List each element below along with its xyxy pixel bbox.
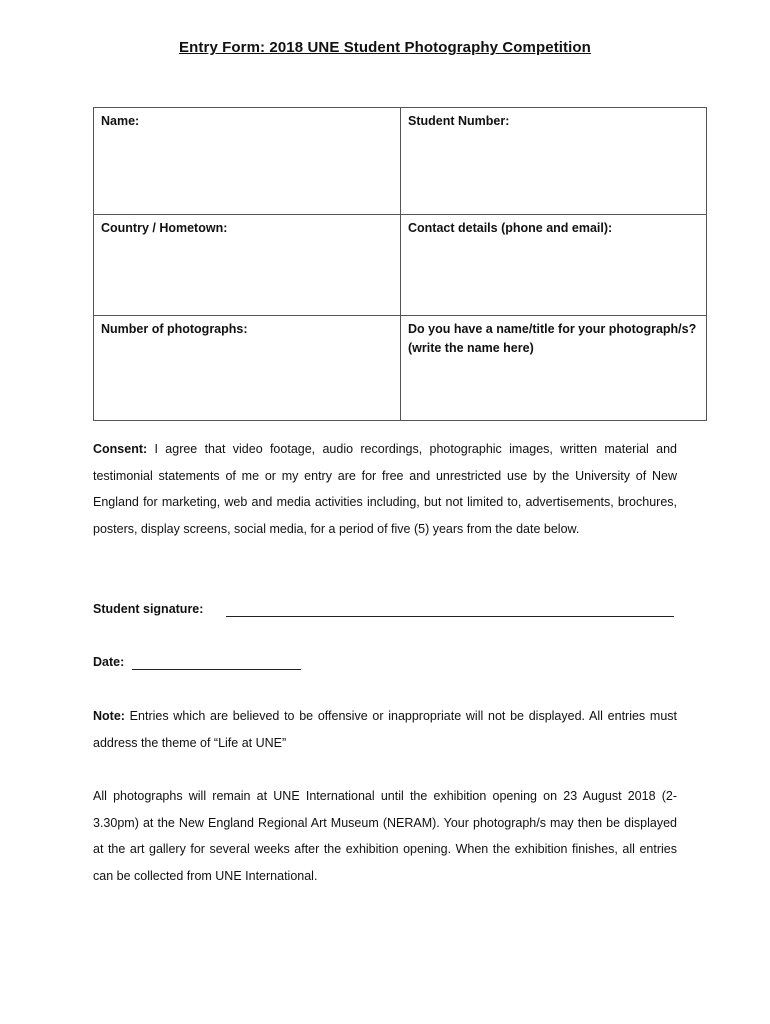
signature-row — [93, 599, 677, 619]
contact-details-label: Contact details (phone and email): — [408, 221, 613, 235]
photo-count-label: Number of photographs: — [101, 322, 248, 336]
date-label: Date: — [93, 655, 125, 669]
entry-details-table — [93, 107, 707, 421]
contact-details-field[interactable] — [401, 215, 707, 316]
note-label: Note: — [93, 709, 125, 723]
name-label: Name: — [101, 114, 140, 128]
photo-title-field[interactable] — [401, 316, 707, 421]
photo-title-label: Do you have a name/title for your photograph/s? (write the name here) — [408, 322, 697, 355]
name-field[interactable] — [94, 108, 401, 215]
exhibition-paragraph: All photographs will remain at UNE International until the exhibition opening on 23 August 2018 (2-3.30pm) at the New England Regional Art Museum (NERAM). Your photograph/s may then be displayed at the art gallery for several weeks after the exhibition opening. When the exhibition finishes, all entries can be collected from UNE International. — [93, 789, 677, 883]
date-line[interactable] — [132, 669, 301, 670]
student-number-field[interactable] — [401, 108, 707, 215]
signature-line[interactable] — [226, 616, 674, 617]
photo-count-field[interactable] — [94, 316, 401, 421]
table-row — [94, 316, 707, 421]
consent-label: Consent: — [93, 442, 148, 456]
form-title: Entry Form: 2018 UNE Student Photography Competition — [179, 39, 591, 56]
table-row — [94, 215, 707, 316]
student-number-label: Student Number: — [408, 114, 510, 128]
country-hometown-field[interactable] — [94, 215, 401, 316]
country-hometown-label: Country / Hometown: — [101, 221, 228, 235]
table-row — [94, 108, 707, 215]
note-text: Entries which are believed to be offensive or inappropriate will not be displayed. All entries must address the theme of “Life at UNE” — [93, 709, 677, 750]
consent-text: I agree that video footage, audio recordings, photographic images, written material and testimonial statements of me or my entry are for free and unrestricted use by the University of New England for marketing, web and media activities including, but not limited to, advertisements, brochures, posters, display screens, social media, for a period of five (5) years from the date below. — [93, 442, 677, 536]
note-paragraph — [93, 703, 677, 756]
signature-label: Student signature: — [93, 602, 204, 616]
consent-paragraph — [93, 436, 677, 542]
date-row — [93, 652, 393, 672]
